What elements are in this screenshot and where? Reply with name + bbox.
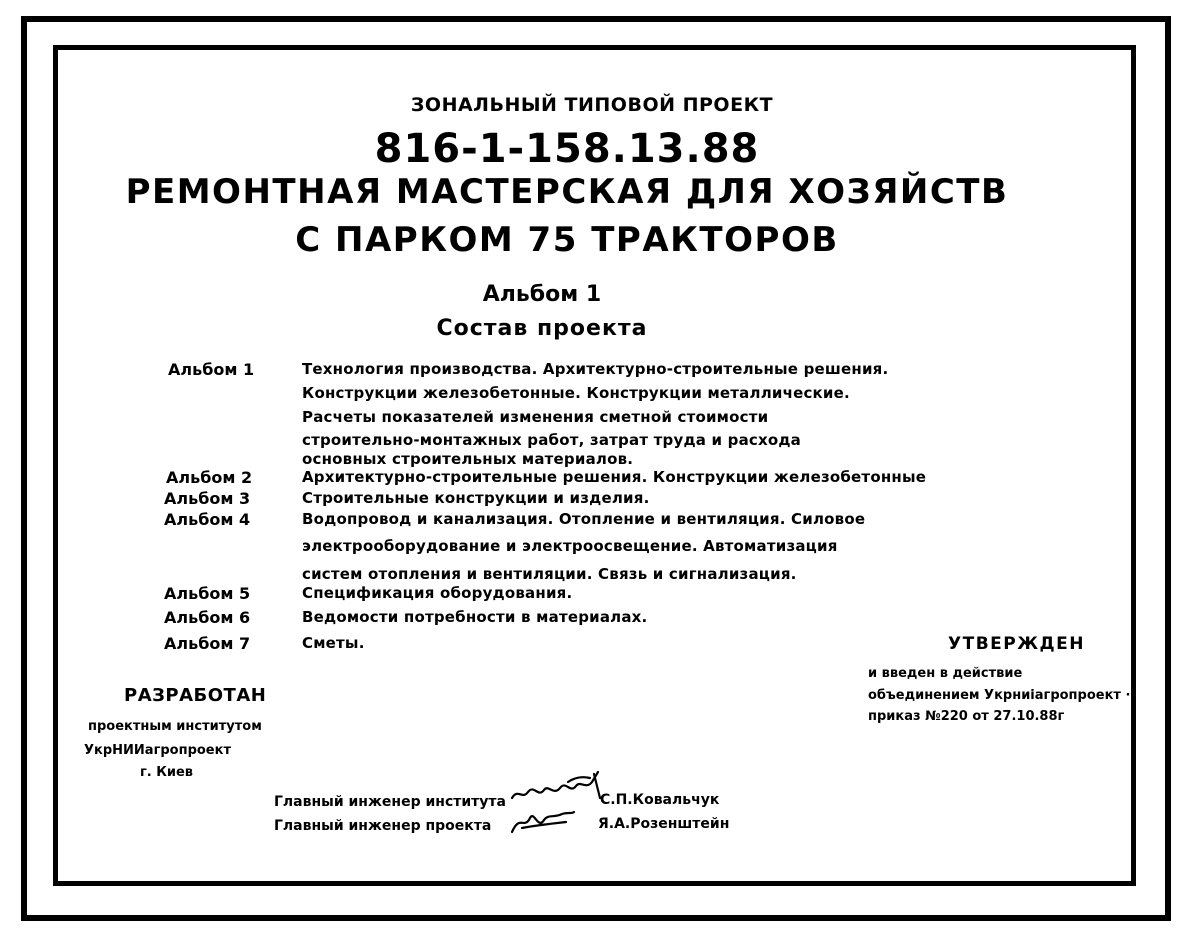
developer-title: РАЗРАБОТАН <box>124 685 267 706</box>
album-heading: Альбом 1 <box>482 282 602 307</box>
chief-institute-role: Главный инженер института <box>274 794 506 810</box>
chief-project-name: Я.А.Розенштейн <box>598 816 730 832</box>
album-line: Технология производства. Архитектурно-строительные решения. <box>302 360 889 378</box>
album-line: Спецификация оборудования. <box>302 584 573 602</box>
album-label: Альбом 4 <box>164 510 251 529</box>
album-line: Архитектурно-строительные решения. Конструкции железобетонные <box>302 468 927 486</box>
developer-city: г. Киев <box>140 765 194 780</box>
project-title-line2: С ПАРКОМ 75 ТРАКТОРОВ <box>295 220 839 260</box>
approval-line: объединением Укрниiагропроект · <box>868 688 1131 703</box>
approval-title: УТВЕРЖДЕН <box>948 634 1086 654</box>
album-label: Альбом 6 <box>164 608 251 627</box>
album-line: основных строительных материалов. <box>302 450 634 468</box>
album-line: Расчеты показателей изменения сметной стоимости <box>302 408 769 426</box>
album-label: Альбом 1 <box>168 360 255 379</box>
developer-line: проектным институтом <box>88 719 262 734</box>
album-line: Ведомости потребности в материалах. <box>302 608 648 626</box>
album-line: Водопровод и канализация. Отопление и вентиляция. Силовое <box>302 510 866 528</box>
album-line: Конструкции железобетонные. Конструкции металлические. <box>302 384 850 402</box>
album-line: Строительные конструкции и изделия. <box>302 489 650 507</box>
project-title-line1: РЕМОНТНАЯ МАСТЕРСКАЯ ДЛЯ ХОЗЯЙСТВ <box>125 172 1009 212</box>
album-label: Альбом 3 <box>164 489 251 508</box>
signature-rozenshtein-icon <box>508 804 578 838</box>
album-label: Альбом 2 <box>166 468 253 487</box>
album-label: Альбом 5 <box>164 584 251 603</box>
approval-order: приказ №220 от 27.10.88г <box>868 709 1065 724</box>
chief-institute-name: С.П.Ковальчук <box>600 792 720 808</box>
approval-line: и введен в действие <box>868 666 1023 681</box>
project-type: ЗОНАЛЬНЫЙ ТИПОВОЙ ПРОЕКТ <box>410 94 774 116</box>
album-line: систем отопления и вентиляции. Связь и сигнализация. <box>302 565 797 583</box>
chief-project-role: Главный инженер проекта <box>274 818 492 834</box>
developer-institute: УкрНИИагропроект <box>84 743 231 758</box>
project-number: 816-1-158.13.88 <box>374 126 760 172</box>
section-heading: Состав проекта <box>436 316 648 341</box>
album-label: Альбом 7 <box>164 634 251 653</box>
album-line: электрооборудование и электроосвещение. Автоматизация <box>302 537 838 555</box>
album-line: строительно-монтажных работ, затрат труда и расхода <box>302 431 801 449</box>
album-line: Сметы. <box>302 634 365 652</box>
